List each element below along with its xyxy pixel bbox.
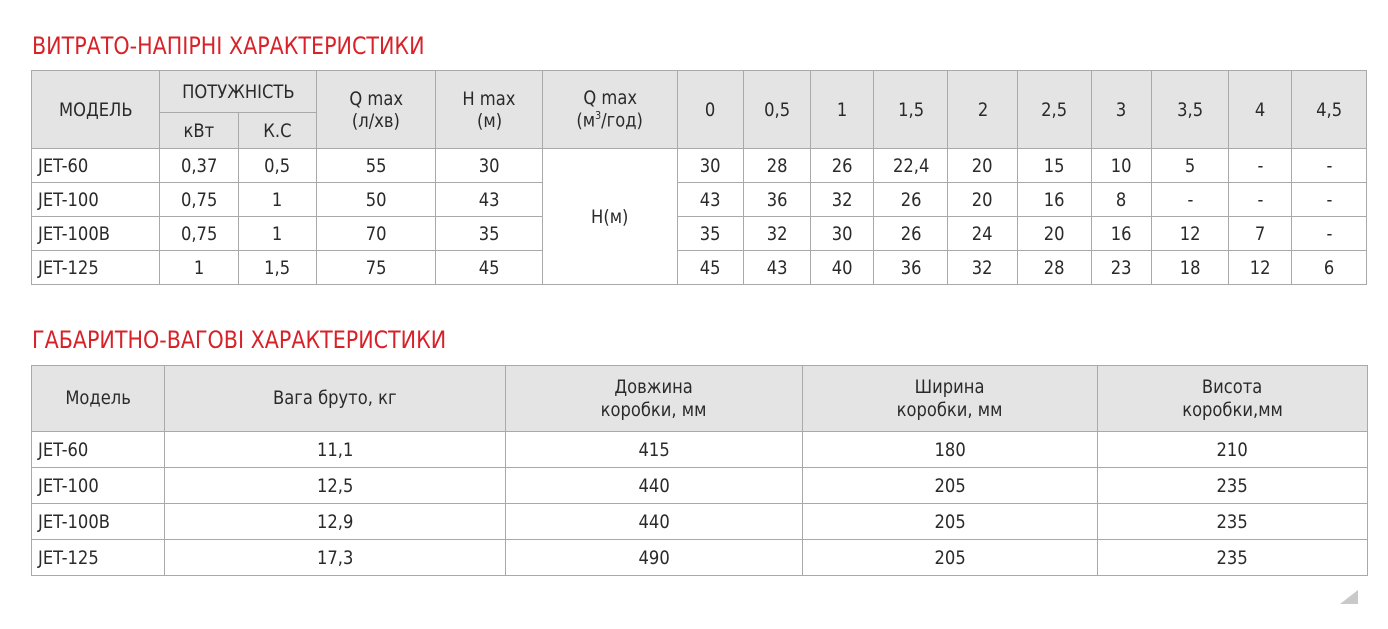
flow-point-header: 4 xyxy=(1229,71,1292,149)
head-label-cell: H(м) xyxy=(543,149,677,285)
model-column-header: МОДЕЛЬ xyxy=(32,71,160,149)
head-cell: 8 xyxy=(1092,183,1152,217)
head-cell: 26 xyxy=(874,183,948,217)
hp-cell: 1 xyxy=(238,183,317,217)
box-height-cell: 235 xyxy=(1098,504,1368,540)
table-row xyxy=(32,251,1367,285)
model-cell: JET-125 xyxy=(32,540,165,576)
head-cell: 20 xyxy=(948,149,1017,183)
table-row xyxy=(32,149,1367,183)
flow-point-header: 0,5 xyxy=(743,71,810,149)
hp-cell: 0,5 xyxy=(238,149,317,183)
table-row xyxy=(32,468,1368,504)
head-cell: 32 xyxy=(811,183,874,217)
hmax-cell: 45 xyxy=(435,251,542,285)
head-cell: - xyxy=(1229,183,1292,217)
box-length-column-header: Довжина коробки, мм xyxy=(506,366,803,432)
kw-cell: 1 xyxy=(160,251,239,285)
head-cell: 23 xyxy=(1092,251,1152,285)
box-length-cell: 415 xyxy=(506,432,803,468)
head-cell: 18 xyxy=(1151,251,1228,285)
flow-characteristics-table xyxy=(31,70,1367,285)
qmax-cell: 50 xyxy=(317,183,436,217)
box-width-column-header: Ширина коробки, мм xyxy=(803,366,1098,432)
head-cell: 36 xyxy=(874,251,948,285)
qmax-cell: 55 xyxy=(317,149,436,183)
head-cell: 30 xyxy=(811,217,874,251)
flow-point-header: 1,5 xyxy=(874,71,948,149)
head-cell: 15 xyxy=(1017,149,1091,183)
head-cell: 36 xyxy=(743,183,810,217)
head-cell: - xyxy=(1292,183,1367,217)
model-cell: JET-100B xyxy=(32,504,165,540)
head-cell: - xyxy=(1292,149,1367,183)
weight-cell: 12,9 xyxy=(165,504,506,540)
box-width-cell: 205 xyxy=(803,540,1098,576)
head-cell: 16 xyxy=(1092,217,1152,251)
box-height-cell: 235 xyxy=(1098,468,1368,504)
head-cell: - xyxy=(1151,183,1228,217)
flow-point-header: 1 xyxy=(811,71,874,149)
head-cell: 43 xyxy=(743,251,810,285)
box-height-column-header: Висота коробки,мм xyxy=(1098,366,1368,432)
table-row xyxy=(32,432,1368,468)
hmax-cell: 43 xyxy=(435,183,542,217)
power-column-header: ПОТУЖНІСТЬ xyxy=(160,71,317,113)
flow-point-header: 2 xyxy=(948,71,1017,149)
kw-cell: 0,37 xyxy=(160,149,239,183)
head-cell: 26 xyxy=(874,217,948,251)
box-length-cell: 490 xyxy=(506,540,803,576)
box-height-cell: 210 xyxy=(1098,432,1368,468)
box-height-cell: 235 xyxy=(1098,540,1368,576)
head-cell: - xyxy=(1292,217,1367,251)
model-cell: JET-60 xyxy=(32,432,165,468)
head-cell: 30 xyxy=(677,149,743,183)
head-cell: - xyxy=(1229,149,1292,183)
qmax-lmin-column-header: Q max (л/хв) xyxy=(317,71,436,149)
head-cell: 28 xyxy=(743,149,810,183)
box-width-cell: 205 xyxy=(803,504,1098,540)
table-row xyxy=(32,217,1367,251)
head-cell: 5 xyxy=(1151,149,1228,183)
box-width-cell: 205 xyxy=(803,468,1098,504)
hp-cell: 1 xyxy=(238,217,317,251)
hp-cell: 1,5 xyxy=(238,251,317,285)
dimensions-weight-table xyxy=(31,365,1368,576)
size-header-row xyxy=(32,366,1368,432)
weight-cell: 12,5 xyxy=(165,468,506,504)
model-cell: JET-100B xyxy=(32,217,160,251)
head-cell: 45 xyxy=(677,251,743,285)
page-corner-fold xyxy=(1340,590,1358,604)
head-cell: 12 xyxy=(1229,251,1292,285)
hmax-cell: 35 xyxy=(435,217,542,251)
head-cell: 20 xyxy=(948,183,1017,217)
head-cell: 12 xyxy=(1151,217,1228,251)
head-cell: 35 xyxy=(677,217,743,251)
head-cell: 10 xyxy=(1092,149,1152,183)
kw-cell: 0,75 xyxy=(160,183,239,217)
kw-column-header: кВт xyxy=(160,113,239,149)
flow-header-row-1 xyxy=(32,71,1367,113)
flow-point-header: 4,5 xyxy=(1292,71,1367,149)
head-cell: 40 xyxy=(811,251,874,285)
box-length-cell: 440 xyxy=(506,504,803,540)
head-cell: 20 xyxy=(1017,217,1091,251)
box-length-cell: 440 xyxy=(506,468,803,504)
head-cell: 6 xyxy=(1292,251,1367,285)
head-cell: 22,4 xyxy=(874,149,948,183)
head-cell: 16 xyxy=(1017,183,1091,217)
head-cell: 32 xyxy=(948,251,1017,285)
model-column-header: Модель xyxy=(32,366,165,432)
weight-cell: 11,1 xyxy=(165,432,506,468)
hp-column-header: К.С xyxy=(238,113,317,149)
head-cell: 32 xyxy=(743,217,810,251)
model-cell: JET-125 xyxy=(32,251,160,285)
model-cell: JET-100 xyxy=(32,468,165,504)
table-row xyxy=(32,540,1368,576)
qmax-cell: 70 xyxy=(317,217,436,251)
weight-cell: 17,3 xyxy=(165,540,506,576)
qmax-m3h-column-header: Q max $(м^3/год)$ xyxy=(543,71,677,149)
box-width-cell: 180 xyxy=(803,432,1098,468)
table-row xyxy=(32,183,1367,217)
head-cell: 24 xyxy=(948,217,1017,251)
weight-column-header: Вага бруто, кг xyxy=(165,366,506,432)
head-cell: 28 xyxy=(1017,251,1091,285)
flow-point-header: 0 xyxy=(677,71,743,149)
hmax-cell: 30 xyxy=(435,149,542,183)
head-cell: 26 xyxy=(811,149,874,183)
table-row xyxy=(32,504,1368,540)
head-cell: 7 xyxy=(1229,217,1292,251)
flow-point-header: 3 xyxy=(1092,71,1152,149)
flow-point-header: 3,5 xyxy=(1151,71,1228,149)
kw-cell: 0,75 xyxy=(160,217,239,251)
qmax-cell: 75 xyxy=(317,251,436,285)
model-cell: JET-100 xyxy=(32,183,160,217)
hmax-column-header: H max (м) xyxy=(435,71,542,149)
flow-point-header: 2,5 xyxy=(1017,71,1091,149)
size-section-title: ГАБАРИТНО-ВАГОВІ ХАРАКТЕРИСТИКИ xyxy=(32,326,447,354)
model-cell: JET-60 xyxy=(32,149,160,183)
flow-section-title: ВИТРАТО-НАПІРНІ ХАРАКТЕРИСТИКИ xyxy=(32,32,425,60)
head-cell: 43 xyxy=(677,183,743,217)
